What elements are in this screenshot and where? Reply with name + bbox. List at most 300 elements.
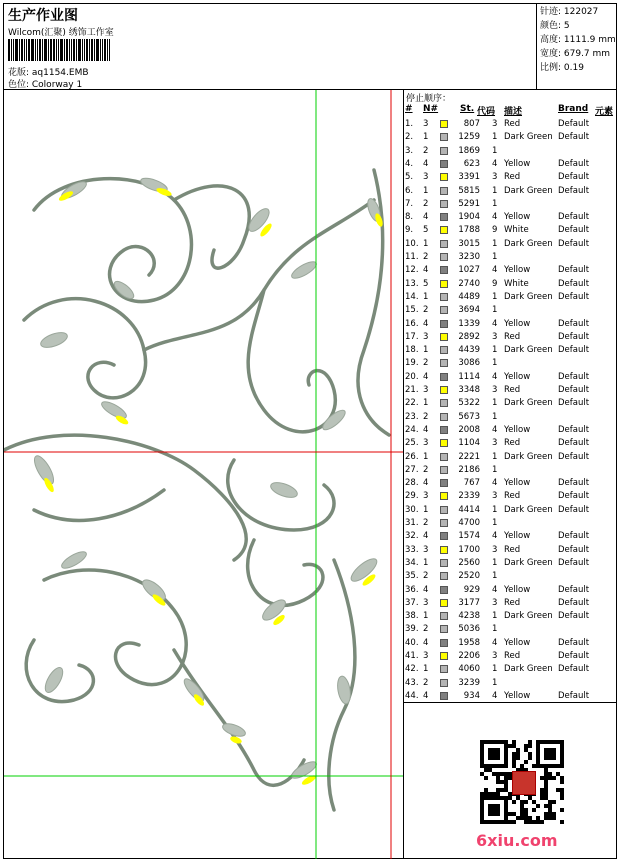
stop-index: 28.	[405, 478, 419, 489]
stop-brand: Default	[558, 331, 590, 342]
stop-stitches: 767	[463, 478, 480, 489]
stop-stitches: 929	[463, 584, 480, 595]
stop-index: 37.	[405, 597, 419, 608]
barcode-bar	[107, 39, 108, 61]
stop-needle: 2	[423, 677, 429, 688]
stop-needle: 3	[423, 119, 429, 129]
design-height: 高度: 1111.9 mm	[540, 35, 616, 45]
col-code: 代码	[477, 107, 496, 117]
barcode-bar	[19, 39, 20, 61]
barcode-bar	[76, 39, 77, 61]
stop-row	[404, 650, 617, 663]
stop-needle: 1	[423, 451, 429, 462]
stop-stitches: 2740	[458, 278, 480, 289]
stop-description: Dark Green	[504, 504, 553, 515]
color-swatch	[440, 665, 448, 673]
stop-stitches: 2008	[458, 424, 480, 435]
stop-stitches: 4439	[458, 345, 480, 356]
stop-needle: 3	[423, 438, 429, 449]
stop-needle: 1	[423, 291, 429, 302]
stop-stitches: 5815	[458, 185, 480, 196]
stop-stitches: 5291	[458, 198, 480, 209]
stop-index: 18.	[405, 345, 419, 356]
stop-stitches: 623	[463, 158, 480, 169]
stop-code: 3	[492, 491, 498, 502]
stop-brand: Default	[558, 265, 590, 276]
stop-row	[404, 451, 617, 464]
color-swatch	[440, 692, 448, 700]
stop-row	[404, 663, 617, 676]
barcode-bar	[100, 39, 101, 61]
pattern-file: 花版: aq1154.EMB	[8, 68, 89, 78]
stop-needle: 3	[423, 491, 429, 502]
stop-index: 13.	[405, 278, 419, 289]
stop-stitches: 1958	[458, 637, 480, 648]
stop-brand: Default	[558, 371, 590, 382]
stop-row	[404, 198, 617, 211]
stop-row	[404, 384, 617, 397]
stop-brand: Default	[558, 597, 590, 608]
barcode-bar	[71, 39, 72, 61]
stop-index: 12.	[405, 265, 419, 276]
stop-code: 3	[492, 331, 498, 342]
barcode-bar	[39, 39, 41, 61]
stop-needle: 3	[423, 651, 429, 661]
stop-needle: 4	[423, 478, 429, 489]
stop-needle: 1	[423, 611, 429, 622]
stop-sequence-table	[404, 90, 617, 703]
stop-index: 25.	[405, 438, 419, 449]
stop-code: 4	[492, 371, 498, 382]
stop-stitches: 1259	[458, 132, 480, 143]
color-swatch	[440, 173, 448, 181]
stop-description: Yellow	[504, 478, 531, 489]
stop-stitches: 1788	[458, 225, 480, 236]
stop-code: 1	[492, 305, 498, 316]
color-swatch	[440, 240, 448, 248]
color-swatch	[440, 413, 448, 421]
stop-needle: 5	[423, 225, 429, 236]
stop-stitches: 1869	[458, 145, 480, 156]
stop-index: 3.	[405, 145, 414, 156]
stop-brand: Default	[558, 212, 590, 223]
stop-row	[404, 211, 617, 224]
stop-row	[404, 238, 617, 251]
stop-code: 1	[492, 132, 498, 143]
color-swatch	[440, 293, 448, 301]
color-count: 颜色: 5	[540, 21, 570, 31]
stop-needle: 3	[423, 331, 429, 342]
stop-needle: 4	[423, 318, 429, 329]
stop-description: Red	[504, 597, 521, 608]
stop-row	[404, 251, 617, 264]
stop-stitches: 1027	[458, 265, 480, 276]
stop-needle: 4	[423, 158, 429, 169]
stop-row	[404, 623, 617, 636]
stop-code: 3	[492, 438, 498, 449]
stop-stitches: 1104	[458, 438, 480, 449]
barcode	[8, 39, 134, 61]
stop-index: 1.	[405, 119, 414, 129]
stop-row	[404, 530, 617, 543]
stop-description: Yellow	[504, 265, 531, 276]
stop-row	[404, 158, 617, 171]
barcode-bar	[15, 39, 18, 61]
stop-index: 20.	[405, 371, 419, 382]
sheet-title: 生产作业图	[8, 8, 78, 24]
stop-needle: 2	[423, 305, 429, 316]
barcode-bar	[21, 39, 23, 61]
stop-code: 4	[492, 318, 498, 329]
stop-index: 27.	[405, 464, 419, 475]
stop-description: Yellow	[504, 637, 531, 648]
stop-row	[404, 171, 617, 184]
barcode-bar	[31, 39, 34, 61]
color-swatch	[440, 266, 448, 274]
stop-index: 4.	[405, 158, 414, 169]
stop-code: 4	[492, 212, 498, 223]
color-swatch	[440, 506, 448, 514]
col-element: 元素	[595, 107, 614, 117]
barcode-bar	[86, 39, 88, 61]
stop-index: 2.	[405, 132, 414, 143]
stop-description: Red	[504, 385, 521, 395]
color-swatch	[440, 479, 448, 487]
stop-row	[404, 517, 617, 530]
stop-needle: 1	[423, 664, 429, 675]
stop-needle: 2	[423, 411, 429, 422]
barcode-bar	[53, 39, 55, 61]
color-swatch	[440, 280, 448, 288]
stop-row	[404, 264, 617, 277]
color-swatch	[440, 439, 448, 447]
stop-brand: Default	[558, 651, 590, 661]
stop-stitches: 1904	[458, 212, 480, 223]
stop-index: 10.	[405, 238, 419, 249]
stop-description: Dark Green	[504, 451, 553, 462]
stop-needle: 4	[423, 584, 429, 595]
stop-index: 44.	[405, 690, 419, 701]
colorway-label: 色位: Colorway 1	[8, 80, 83, 90]
stop-code: 3	[492, 385, 498, 395]
stop-code: 1	[492, 185, 498, 196]
stop-code: 1	[492, 464, 498, 475]
stop-brand: Default	[558, 345, 590, 356]
stop-code: 1	[492, 557, 498, 568]
stop-brand: Default	[558, 584, 590, 595]
stop-index: 40.	[405, 637, 419, 648]
design-canvas	[4, 90, 404, 859]
stop-needle: 4	[423, 212, 429, 223]
stop-brand: Default	[558, 291, 590, 302]
stop-code: 1	[492, 291, 498, 302]
stop-index: 34.	[405, 557, 419, 568]
stop-needle: 1	[423, 398, 429, 409]
barcode-bar	[24, 39, 25, 61]
stop-row	[404, 278, 617, 291]
barcode-bar	[89, 39, 90, 61]
stop-row	[404, 464, 617, 477]
stop-needle: 4	[423, 424, 429, 435]
stop-brand: Default	[558, 238, 590, 249]
barcode-bar	[13, 39, 14, 61]
barcode-bar	[78, 39, 81, 61]
stop-brand: Default	[558, 664, 590, 675]
stop-brand: Default	[558, 544, 590, 555]
stop-index: 5.	[405, 172, 414, 183]
stop-needle: 2	[423, 198, 429, 209]
stop-row	[404, 424, 617, 437]
stop-brand: Default	[558, 451, 590, 462]
stop-brand: Default	[558, 172, 590, 183]
stop-stitches: 934	[463, 690, 480, 701]
stop-code: 9	[492, 278, 498, 289]
stop-index: 31.	[405, 518, 419, 528]
stop-stitches: 3391	[458, 172, 480, 183]
stop-code: 1	[492, 611, 498, 622]
stop-stitches: 2186	[458, 464, 480, 475]
stop-code: 4	[492, 690, 498, 701]
stop-row	[404, 331, 617, 344]
stop-description: Dark Green	[504, 557, 553, 568]
col-description: 描述	[504, 107, 523, 117]
stop-description: Dark Green	[504, 611, 553, 622]
header-panel	[4, 4, 537, 90]
design-width: 宽度: 679.7 mm	[540, 49, 611, 59]
stop-description: Yellow	[504, 424, 531, 435]
stop-code: 4	[492, 478, 498, 489]
stop-needle: 2	[423, 464, 429, 475]
stop-description: Red	[504, 119, 521, 129]
stop-stitches: 4414	[458, 504, 480, 515]
color-swatch	[440, 625, 448, 633]
stop-brand: Default	[558, 318, 590, 329]
stop-index: 8.	[405, 212, 414, 223]
stop-code: 1	[492, 451, 498, 462]
stop-needle: 5	[423, 278, 429, 289]
stop-stitches: 3177	[458, 597, 480, 608]
stop-code: 3	[492, 172, 498, 183]
stop-row	[404, 584, 617, 597]
stop-row	[404, 610, 617, 623]
barcode-bar	[42, 39, 43, 61]
stop-row	[404, 690, 617, 703]
color-swatch	[440, 213, 448, 221]
stop-stitches: 1574	[458, 531, 480, 542]
color-swatch	[440, 639, 448, 647]
stop-brand: Default	[558, 278, 590, 289]
stop-needle: 4	[423, 690, 429, 701]
stop-code: 4	[492, 158, 498, 169]
stop-index: 23.	[405, 411, 419, 422]
stop-code: 4	[492, 531, 498, 542]
stop-description: Red	[504, 438, 521, 449]
stop-row	[404, 437, 617, 450]
color-swatch	[440, 333, 448, 341]
stop-code: 1	[492, 518, 498, 528]
stop-brand: Default	[558, 398, 590, 409]
stop-stitches: 3086	[458, 358, 480, 369]
barcode-bar	[44, 39, 47, 61]
stop-needle: 3	[423, 385, 429, 395]
stop-row	[404, 397, 617, 410]
stop-needle: 1	[423, 557, 429, 568]
stop-index: 43.	[405, 677, 419, 688]
stop-stitches: 5322	[458, 398, 480, 409]
color-swatch	[440, 373, 448, 381]
stop-description: Red	[504, 172, 521, 183]
color-swatch	[440, 386, 448, 394]
barcode-bar	[37, 39, 38, 61]
stop-row	[404, 304, 617, 317]
stop-stitches: 2221	[458, 451, 480, 462]
stop-row	[404, 490, 617, 503]
stop-needle: 2	[423, 571, 429, 582]
stop-brand: Default	[558, 385, 590, 395]
stop-stitches: 2892	[458, 331, 480, 342]
stop-index: 35.	[405, 571, 419, 582]
stop-index: 42.	[405, 664, 419, 675]
stop-row	[404, 357, 617, 370]
stop-needle: 4	[423, 371, 429, 382]
stop-row	[404, 344, 617, 357]
stop-needle: 1	[423, 238, 429, 249]
stitch-count: 针迹: 122027	[540, 7, 599, 17]
stop-description: Yellow	[504, 318, 531, 329]
stop-code: 1	[492, 624, 498, 635]
stop-description: Dark Green	[504, 345, 553, 356]
stop-code: 1	[492, 345, 498, 356]
stop-needle: 1	[423, 132, 429, 143]
stop-row	[404, 291, 617, 304]
stop-index: 29.	[405, 491, 419, 502]
barcode-bar	[35, 39, 36, 61]
stop-needle: 2	[423, 358, 429, 369]
stop-needle: 2	[423, 518, 429, 528]
stop-code: 4	[492, 584, 498, 595]
barcode-bar	[58, 39, 59, 61]
stop-description: Red	[504, 491, 521, 502]
stop-index: 38.	[405, 611, 419, 622]
stop-row	[404, 224, 617, 237]
color-swatch	[440, 253, 448, 261]
stop-code: 3	[492, 119, 498, 129]
stop-code: 1	[492, 252, 498, 262]
stop-stitches: 3694	[458, 305, 480, 316]
stop-stitches: 3230	[458, 252, 480, 262]
stop-code: 4	[492, 637, 498, 648]
stop-index: 41.	[405, 651, 419, 661]
stop-stitches: 3348	[458, 385, 480, 395]
stop-description: Red	[504, 651, 521, 661]
color-swatch	[440, 586, 448, 594]
stop-row	[404, 477, 617, 490]
stop-stitches: 807	[463, 119, 480, 129]
stop-row	[404, 504, 617, 517]
stop-sequence-heading: 停止顺序：	[406, 94, 452, 104]
stop-stitches: 4060	[458, 664, 480, 675]
stop-description: Dark Green	[504, 238, 553, 249]
barcode-bar	[94, 39, 95, 61]
barcode-bar	[56, 39, 57, 61]
stop-code: 3	[492, 651, 498, 661]
design-stats	[537, 4, 617, 90]
stop-stitches: 2520	[458, 571, 480, 582]
barcode-bar	[96, 39, 99, 61]
stop-brand: Default	[558, 158, 590, 169]
barcode-bar	[50, 39, 52, 61]
stop-index: 39.	[405, 624, 419, 635]
stop-index: 7.	[405, 198, 414, 209]
stop-index: 30.	[405, 504, 419, 515]
stop-brand: Default	[558, 132, 590, 143]
stop-needle: 4	[423, 265, 429, 276]
barcode-bar	[102, 39, 103, 61]
stop-brand: Default	[558, 690, 590, 701]
color-swatch	[440, 532, 448, 540]
stop-brand: Default	[558, 611, 590, 622]
color-swatch	[440, 200, 448, 208]
stop-brand: Default	[558, 119, 590, 129]
stop-index: 9.	[405, 225, 414, 236]
stop-needle: 2	[423, 145, 429, 156]
stop-index: 17.	[405, 331, 419, 342]
stop-brand: Default	[558, 491, 590, 502]
stop-code: 1	[492, 358, 498, 369]
stop-index: 33.	[405, 544, 419, 555]
stop-stitches: 4238	[458, 611, 480, 622]
barcode-bar	[11, 39, 12, 61]
barcode-bar	[60, 39, 63, 61]
stop-description: White	[504, 225, 529, 236]
barcode-bar	[28, 39, 30, 61]
stop-stitches: 3015	[458, 238, 480, 249]
stop-brand: Default	[558, 557, 590, 568]
stop-row	[404, 637, 617, 650]
stop-stitches: 2206	[458, 651, 480, 661]
stop-brand: Default	[558, 478, 590, 489]
stop-stitches: 5036	[458, 624, 480, 635]
production-sheet	[3, 3, 617, 859]
color-swatch	[440, 187, 448, 195]
stop-row	[404, 185, 617, 198]
stop-stitches: 1114	[458, 371, 480, 382]
stop-index: 36.	[405, 584, 419, 595]
stop-index: 16.	[405, 318, 419, 329]
stop-needle: 2	[423, 624, 429, 635]
stop-brand: Default	[558, 225, 590, 236]
stop-code: 1	[492, 198, 498, 209]
stop-code: 4	[492, 265, 498, 276]
stop-brand: Default	[558, 424, 590, 435]
stop-stitches: 5673	[458, 411, 480, 422]
col-needle: N#	[423, 104, 439, 114]
color-swatch	[440, 572, 448, 580]
company-name: Wilcom(汇聚) 绣饰工作室	[8, 28, 114, 38]
color-swatch	[440, 346, 448, 354]
watermark-site: 6xiu.com	[476, 831, 558, 850]
color-swatch	[440, 320, 448, 328]
stop-brand: Default	[558, 504, 590, 515]
color-swatch	[440, 359, 448, 367]
stop-brand: Default	[558, 185, 590, 196]
stop-stitches: 4489	[458, 291, 480, 302]
stop-code: 4	[492, 424, 498, 435]
stop-code: 1	[492, 398, 498, 409]
stop-code: 1	[492, 677, 498, 688]
stop-brand: Default	[558, 531, 590, 542]
color-swatch	[440, 306, 448, 314]
